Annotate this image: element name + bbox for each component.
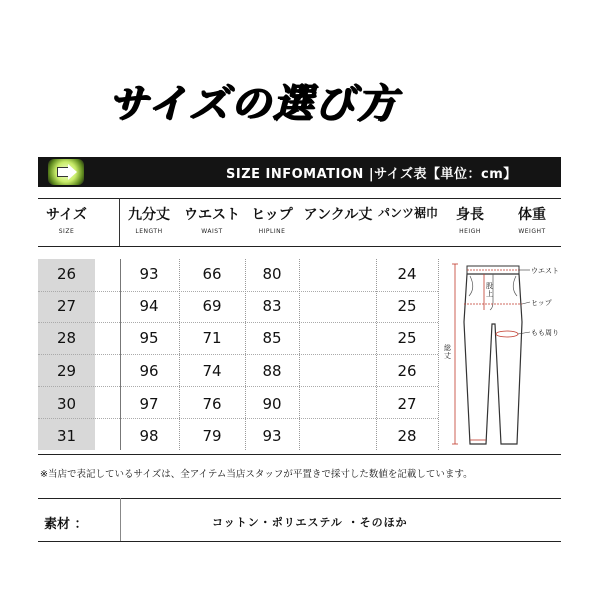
size-info-banner [38,157,561,187]
pants-diagram-icon [440,262,562,452]
cell-waist: 71 [202,329,222,347]
row-separator [38,418,438,419]
cell-length: 98 [139,427,159,445]
cell-size: 26 [56,265,77,283]
column-separator [120,259,121,450]
cell-hip: 88 [262,362,282,380]
banner-text: SIZE INFOMATION |サイズ表【単位：cm】 [226,167,517,182]
material-label: 素材 ： [44,517,88,532]
table-bottom-rule [38,454,561,455]
material-value: コットン・ポリエステル ・そのほか [212,516,408,529]
cell-hem: 25 [397,329,417,347]
row-separator [38,291,438,292]
header-hem-width: パンツ裾巾 [377,206,438,220]
column-separator [179,259,180,450]
cell-length: 96 [139,362,159,380]
cell-waist: 66 [202,265,222,283]
row-separator [38,322,438,323]
cell-hem: 28 [397,427,417,445]
column-separator [376,259,377,450]
header-height: 身長 HEIGH [456,207,484,235]
cell-hip: 83 [262,297,282,315]
arrow-right-icon [48,159,84,185]
cell-hem: 26 [397,362,417,380]
header-waist: ウエスト WAIST [184,207,240,235]
cell-size: 29 [56,362,77,380]
cell-waist: 76 [202,395,222,413]
cell-hip: 93 [262,427,282,445]
pants-measurement-diagram [440,262,562,452]
cell-hem: 27 [397,395,417,413]
cell-waist: 69 [202,297,222,315]
cell-hip: 90 [262,395,282,413]
header-ankle-length: アンクル丈 [303,207,373,223]
row-separator [38,354,438,355]
diagram-label-rise: 股上 [486,282,493,298]
cell-size: 31 [56,427,77,445]
material-top-rule [38,498,561,499]
cell-waist: 79 [202,427,222,445]
diagram-label-thigh: もも周り [531,329,559,337]
cell-size: 28 [56,329,77,347]
column-separator [438,259,439,450]
cell-size: 30 [56,395,77,413]
cell-hip: 80 [262,265,282,283]
cell-hip: 85 [262,329,282,347]
header-weight: 体重 WEIGHT [518,207,546,235]
cell-waist: 74 [202,362,222,380]
header-length: 九分丈 LENGTH [128,207,170,235]
header-bottom-rule [38,246,561,247]
cell-length: 94 [139,297,159,315]
header-divider [119,198,120,246]
diagram-label-hip: ヒップ [531,299,552,307]
diagram-label-length: 総丈 [444,344,451,360]
column-separator [245,259,246,450]
cell-length: 93 [139,265,159,283]
measurement-note: ※当店で表記しているサイズは、全アイテム当店スタッフが平置きで採寸した数値を記載しています。 [40,469,473,480]
cell-length: 97 [139,395,159,413]
cell-size: 27 [56,297,77,315]
header-size: サイズ SIZE [46,207,87,235]
cell-hem: 25 [397,297,417,315]
header-top-rule [38,198,561,199]
material-divider [120,498,121,541]
page-title: サイズの選び方 [108,81,399,127]
material-bottom-rule [38,541,561,542]
diagram-label-waist: ウエスト [531,267,559,275]
row-separator [38,386,438,387]
column-separator [299,259,300,450]
header-hip: ヒップ HIPLINE [251,207,293,235]
cell-hem: 24 [397,265,417,283]
cell-length: 95 [139,329,159,347]
